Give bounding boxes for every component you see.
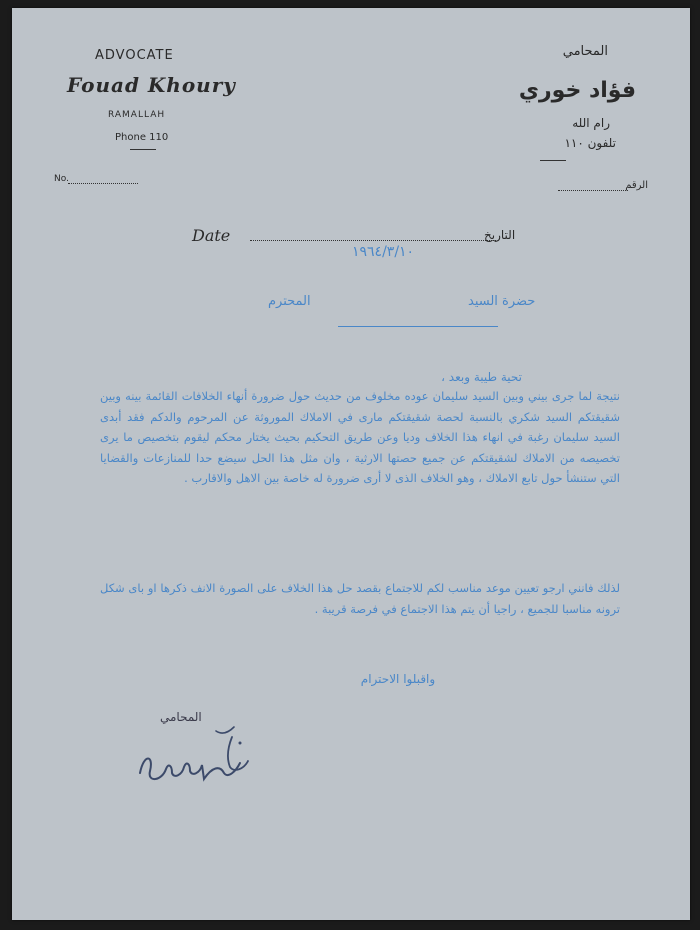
- letterhead-city-ar: رام الله: [572, 116, 610, 130]
- closing-line: واقبلوا الاحترام: [360, 672, 436, 686]
- letterhead-paper: [12, 8, 690, 920]
- letterhead-title-en: ADVOCATE: [95, 48, 174, 63]
- addressee: حضرة السيد: [468, 294, 536, 309]
- date-field-line: [250, 240, 496, 241]
- letterhead-phone-en: Phone 110: [115, 132, 169, 143]
- letterhead-divider-en: [130, 149, 156, 150]
- letterhead-phone-ar: تلفون ١١٠: [564, 136, 616, 150]
- greeting: تحية طيبة وبعد ،: [441, 370, 522, 384]
- number-label: No.: [54, 174, 69, 184]
- date-label-ar: التاريخ: [484, 228, 516, 242]
- reference-field-line: [558, 190, 628, 191]
- signature-title: المحامي: [160, 710, 202, 724]
- body-paragraph-1: نتيجة لما جرى بيني وبين السيد سليمان عوده مخلوف من حديث حول ضرورة أنهاء الخلافات القائمة بينه وبين شقيقتكم السيد شكري بالنسبة لحصة شقيقتكم مارى في الاملاك الموروثة عن المرحوم والدكم فقد أبدى السيد سليمان رغبة في انهاء هذا الخلاف وديا وعن طريق التحكيم بحيث يختار محكم ليقوم بتخصيص ما يرى تخصيصه من الاملاك لشقيقتكم عن جميع حصتها الارثية ، وان مثل هذا الحل سيضع حدا للمنازعات والقضايا التي ستنشأ حول تابع الاملاك ، وهو الخلاف الذى لا أرى ضرورة له خاصة بين الاهل والاقارب .: [100, 389, 620, 485]
- number-field-line: [68, 183, 138, 184]
- date-value: ١٩٦٤/٣/١٠: [352, 244, 415, 260]
- addressee-title: المحترم: [268, 294, 311, 309]
- letterhead-divider-ar: [540, 160, 566, 161]
- handwritten-signature: [132, 713, 272, 793]
- letterhead-city-en: RAMALLAH: [108, 110, 166, 120]
- addressee-underline: [338, 326, 498, 327]
- letterhead-title-ar: المحامي: [562, 44, 608, 59]
- date-label-en: Date: [192, 226, 231, 245]
- letterhead-name-en: Fouad Khoury: [67, 73, 236, 97]
- reference-label: الرقم: [625, 180, 648, 191]
- letterhead-name-ar: فؤاد خوري: [518, 78, 636, 103]
- body-paragraph-2: لذلك فانني ارجو تعيين موعد مناسب لكم للاجتماع بقصد حل هذا الخلاف على الصورة الانف ذكرها او باى شكل ترونه مناسبا للجميع ، راجيا أن يتم هذا الاجتماع في فرصة قريبة .: [100, 581, 620, 616]
